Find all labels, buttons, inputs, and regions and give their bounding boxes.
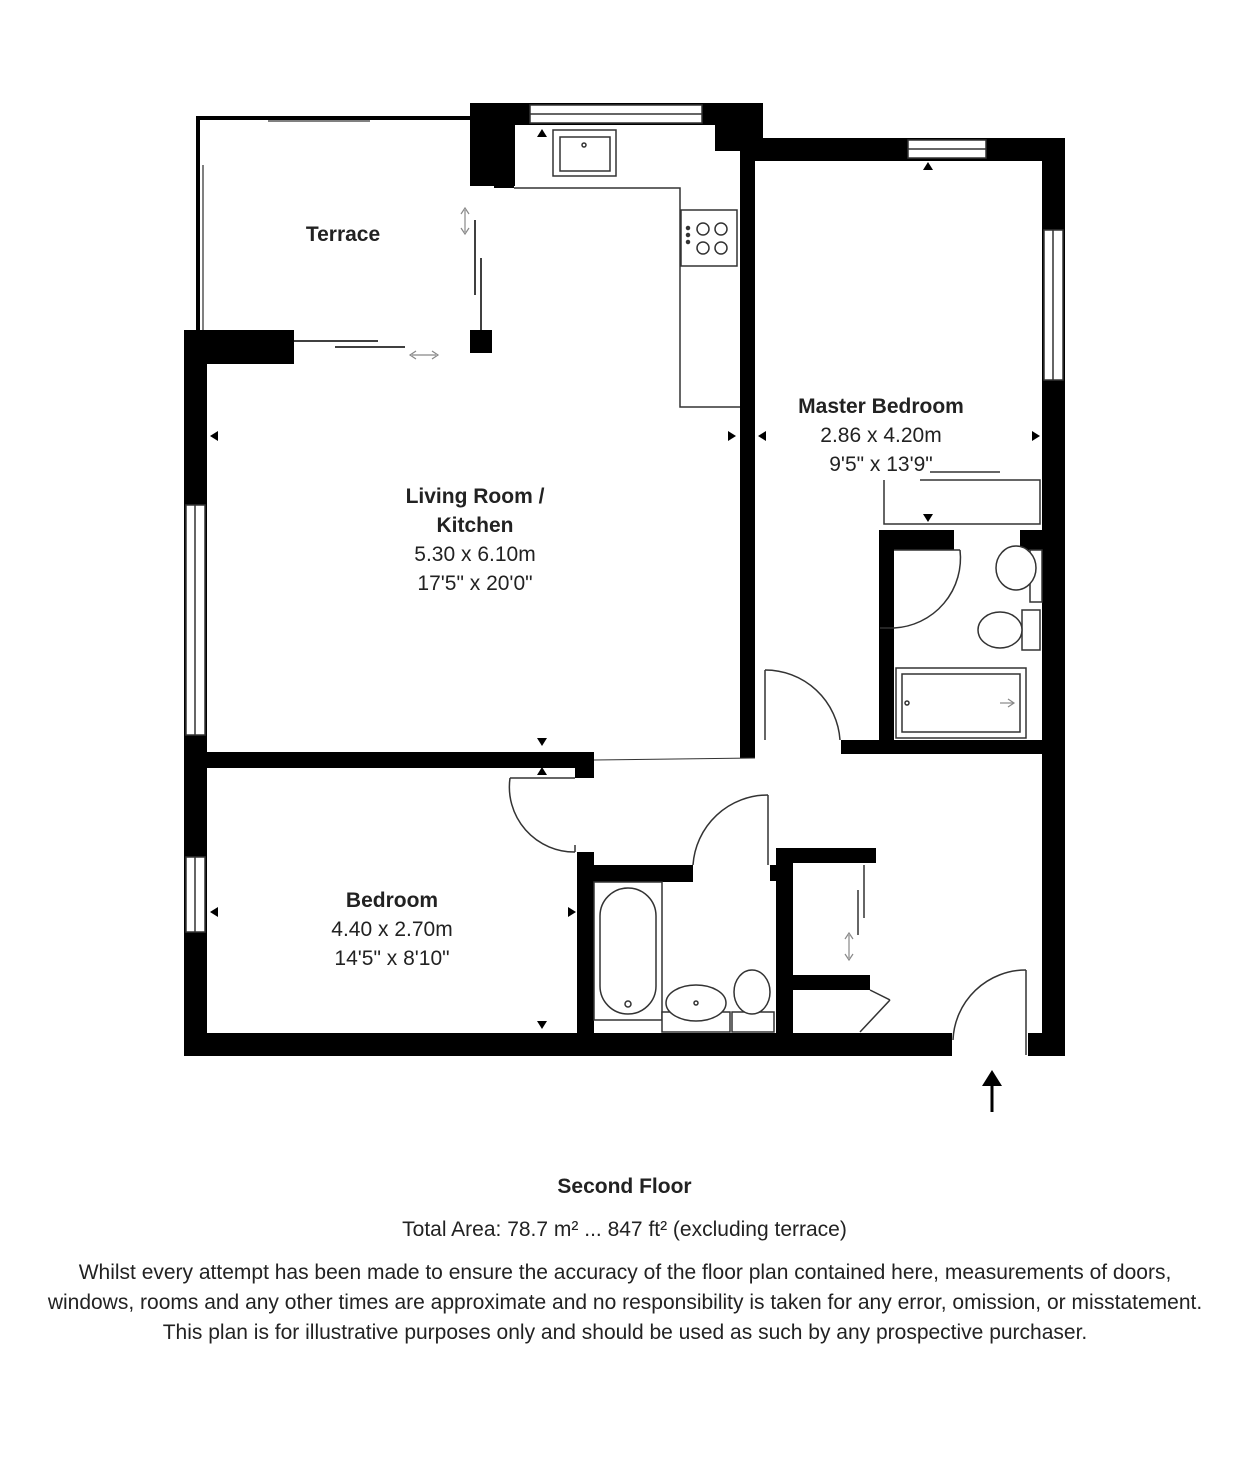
- master-bedroom-imperial: 9'5" x 13'9": [829, 453, 933, 476]
- hob-icon: [681, 210, 737, 266]
- sink-icon: [553, 130, 616, 176]
- total-area: Total Area: 78.7 m² ... 847 ft² (excluding terrace): [402, 1218, 847, 1241]
- living-room-metric: 5.30 x 6.10m: [414, 543, 536, 566]
- living-room-label: Living Room /: [405, 485, 545, 508]
- living-room-label-line2: Kitchen: [436, 514, 514, 537]
- living-room-imperial: 17'5" x 20'0": [417, 572, 533, 595]
- column: [470, 330, 492, 353]
- bedroom-imperial: 14'5" x 8'10": [334, 947, 450, 970]
- master-bedroom-metric: 2.86 x 4.20m: [820, 424, 942, 447]
- bedroom-metric: 4.40 x 2.70m: [331, 918, 453, 941]
- bath-icon: [594, 668, 1026, 1020]
- bedroom-label: Bedroom: [345, 889, 439, 912]
- entrance-arrow-icon: [982, 1070, 1002, 1112]
- master-bedroom-label: Master Bedroom: [798, 395, 964, 418]
- terrace-label: Terrace: [305, 223, 381, 246]
- floor-title: Second Floor: [557, 1175, 692, 1198]
- disclaimer: Whilst every attempt has been made to ensure the accuracy of the floor plan contained here, measurements of doors, windows, rooms and any other times are approximate and no responsibility is taken for any error, omission, or misstatement. This plan is for illustrative purposes only and should be used as such by any prospective purchaser.: [47, 1261, 1203, 1344]
